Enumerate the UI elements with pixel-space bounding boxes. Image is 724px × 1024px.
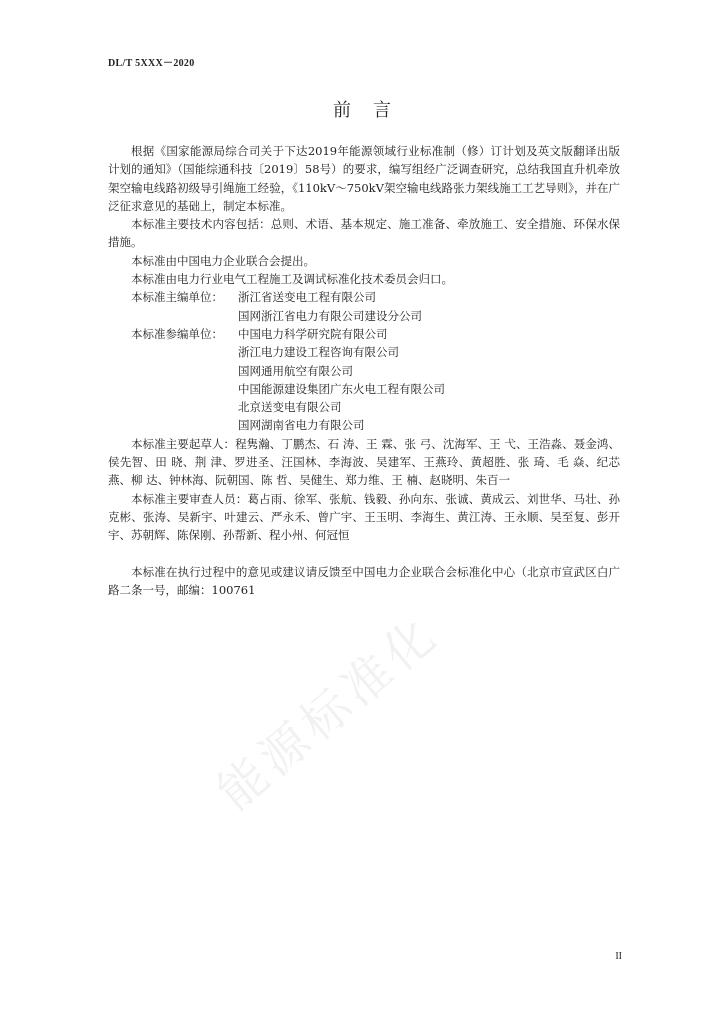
paragraph-drafters: 本标准主要起草人：程隽瀚、丁鹏杰、石 涛、王 霖、张 弓、沈海军、王 弋、王浩淼、聂金鸿、侯先智、田 晓、荆 津、罗进圣、汪国林、李海波、吴建军、王燕玲、黄超胜、张 琦、毛 焱、纪芯燕、柳 达、钟林海、阮朝国、陈 哲、吴健生、郑力维、王 楠、赵晓明、朱百一: [108, 436, 620, 488]
participating-unit-item: 北京送变电有限公司: [238, 400, 342, 415]
paragraph-feedback: 本标准在执行过程中的意见或建议请反馈至中国电力企业联合会标准化中心（北京市宣武区白广路二条一号，邮编：100761: [108, 564, 620, 597]
page-title: 前言: [333, 100, 413, 121]
participating-units-list: [238, 325, 620, 435]
participating-unit-item: 国网湖南省电力有限公司: [238, 418, 365, 433]
participating-unit-item: 浙江电力建设工程咨询有限公司: [238, 345, 399, 360]
paragraph-committee: 本标准由电力行业电气工程施工及调试标准化技术委员会归口。: [131, 272, 453, 287]
paragraph-proposer: 本标准由中国电力企业联合会提出。: [131, 253, 315, 268]
paragraph-content: 本标准主要技术内容包括：总则、术语、基本规定、施工准备、牵放施工、安全措施、环保水保措施。: [108, 217, 620, 250]
participating-units-label: 本标准参编单位：: [131, 326, 223, 341]
chief-units-label: 本标准主编单位：: [131, 290, 223, 305]
participating-units: [108, 325, 620, 435]
paragraph-basis: 根据《国家能源局综合司关于下达2019年能源领域行业标准制（修）订计划及英文版翻译出版计划的通知》（国能综通科技〔2019〕58号）的要求，编写组经广泛调查研究，总结我国直升机牵放架空输电线路初级导引绳施工经验，《110kV～750kV架空输电线路张力架线施工工艺导则》，并在广泛征求意见的基础上，制定本标准。: [108, 144, 620, 213]
chief-unit-item: 国网浙江省电力有限公司建设分公司: [238, 308, 422, 323]
chief-units: [108, 288, 620, 325]
participating-unit-item: 国网通用航空有限公司: [238, 363, 353, 378]
participating-unit-item: 中国电力科学研究院有限公司: [238, 326, 388, 341]
participating-unit-item: 中国能源建设集团广东火电工程有限公司: [238, 381, 445, 396]
chief-unit-item: 浙江省送变电工程有限公司: [238, 290, 376, 305]
preface-body: [108, 142, 620, 599]
chief-units-list: [238, 288, 620, 325]
document-code: DL/T 5XXX－2020: [108, 58, 195, 69]
paragraph-reviewers: 本标准主要审查人员：葛占雨、徐军、张航、钱毅、孙向东、张诚、黄成云、刘世华、马壮、孙克彬、张涛、吴新宇、叶建云、严永禾、曾广宇、王玉明、李海生、黄江涛、王永顺、吴至复、彭开宇、苏朝辉、陈保刚、孙帮新、程小州、何冠恒: [108, 491, 620, 543]
page-number: II: [615, 951, 622, 962]
watermark: 能源标准化: [207, 604, 450, 822]
